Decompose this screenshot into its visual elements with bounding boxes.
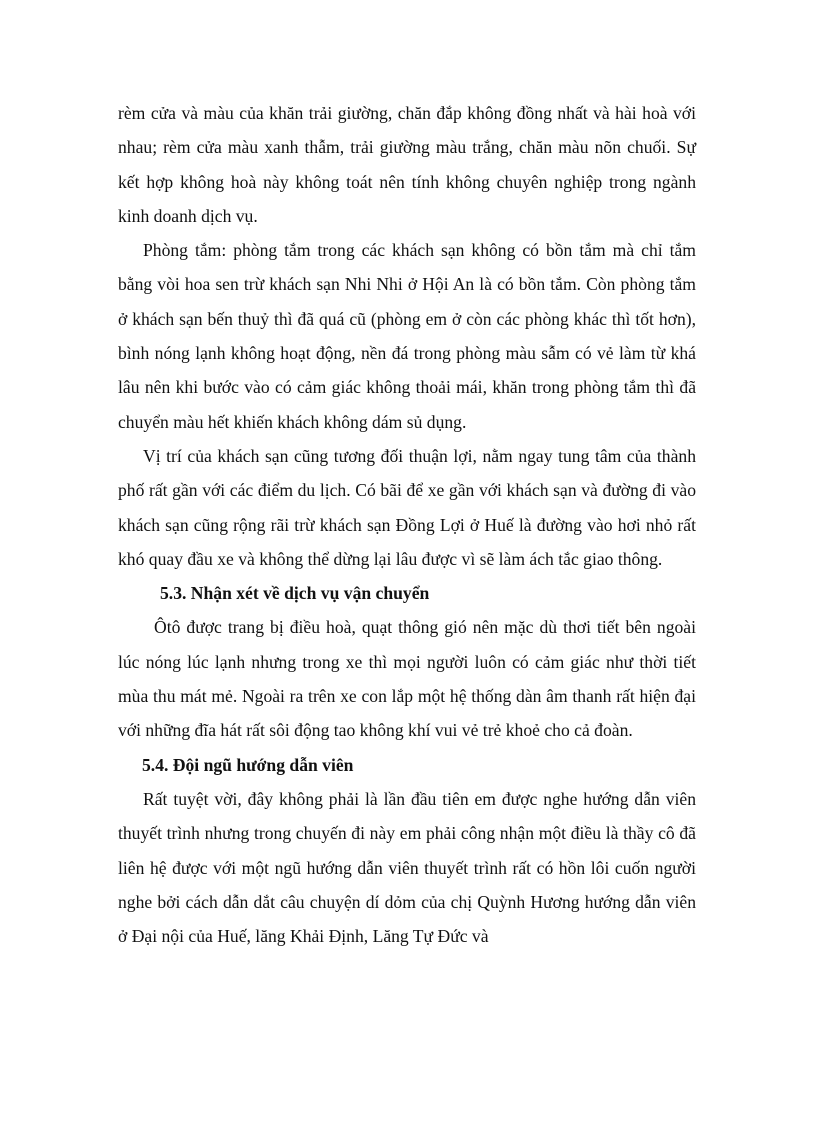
paragraph-transport: Ôtô được trang bị điều hoà, quạt thông gió nên mặc dù thơi tiết bên ngoài lúc nóng lúc lạnh nhưng trong xe thì mọi người luôn có cảm giác như thời tiết mùa thu mát mẻ. Ngoài ra trên xe con lắp một hệ thống dàn âm thanh rất hiện đại với những đĩa hát rất sôi động tao không khí vui vẻ trẻ khoẻ cho cả đoàn.	[118, 617, 696, 741]
paragraph-tour-guides: Rất tuyệt vời, đây không phải là lần đầu tiên em được nghe hướng dẫn viên thuyết trình nhưng trong chuyến đi này em phải công nhận một điều là thầy cô đã liên hệ được với một ngũ hướng dẫn viên thuyết trình rất có hồn lôi cuốn người nghe bởi cách dẫn dắt câu chuyện dí dỏm của chị Quỳnh Hương hướng dẫn viên ở Đại nội của Huế, lăng Khải Định, Lăng Tự Đức và	[118, 788, 696, 947]
section-heading-5-4: 5.4. Đội ngũ hướng dẫn viên	[142, 754, 354, 775]
paragraph-hotel-location: Vị trí của khách sạn cũng tương đối thuận lợi, nằm ngay tung tâm của thành phố rất gần với các điểm du lịch. Có bãi để xe gần với khách sạn và đường đi vào khách sạn cũng rộng rãi trừ khách sạn Đồng Lợi ở Huế là đường vào hơi nhỏ rất khó quay đầu xe và không thể dừng lại lâu được vì sẽ làm ách tắc giao thông.	[118, 445, 696, 569]
section-heading-5-3: 5.3. Nhận xét về dịch vụ vận chuyển	[160, 583, 430, 604]
paragraph-bedding: rèm cửa và màu của khăn trải giường, chăn đắp không đồng nhất và hài hoà với nhau; rèm cửa màu xanh thẫm, trải giường màu trắng, chăn màu nõn chuối. Sự kết hợp không hoà này không toát nên tính không chuyên nghiệp trong ngành kinh doanh dịch vụ.	[118, 103, 696, 226]
document-page	[118, 96, 696, 953]
paragraph-bathroom: Phòng tắm: phòng tắm trong các khách sạn không có bồn tắm mà chỉ tắm bằng vòi hoa sen trừ khách sạn Nhi Nhi ở Hội An là có bồn tắm. Còn phòng tắm ở khách sạn bến thuỷ thì đã quá cũ (phòng em ở còn các phòng khác thì tốt hơn), bình nóng lạnh không hoạt động, nền đá trong phòng màu sẫm có vẻ làm từ khá lâu nên khi bước vào có cảm giác không thoải mái, khăn trong phòng tắm thì đã chuyển màu hết khiến khách không dám sủ dụng.	[118, 240, 696, 432]
